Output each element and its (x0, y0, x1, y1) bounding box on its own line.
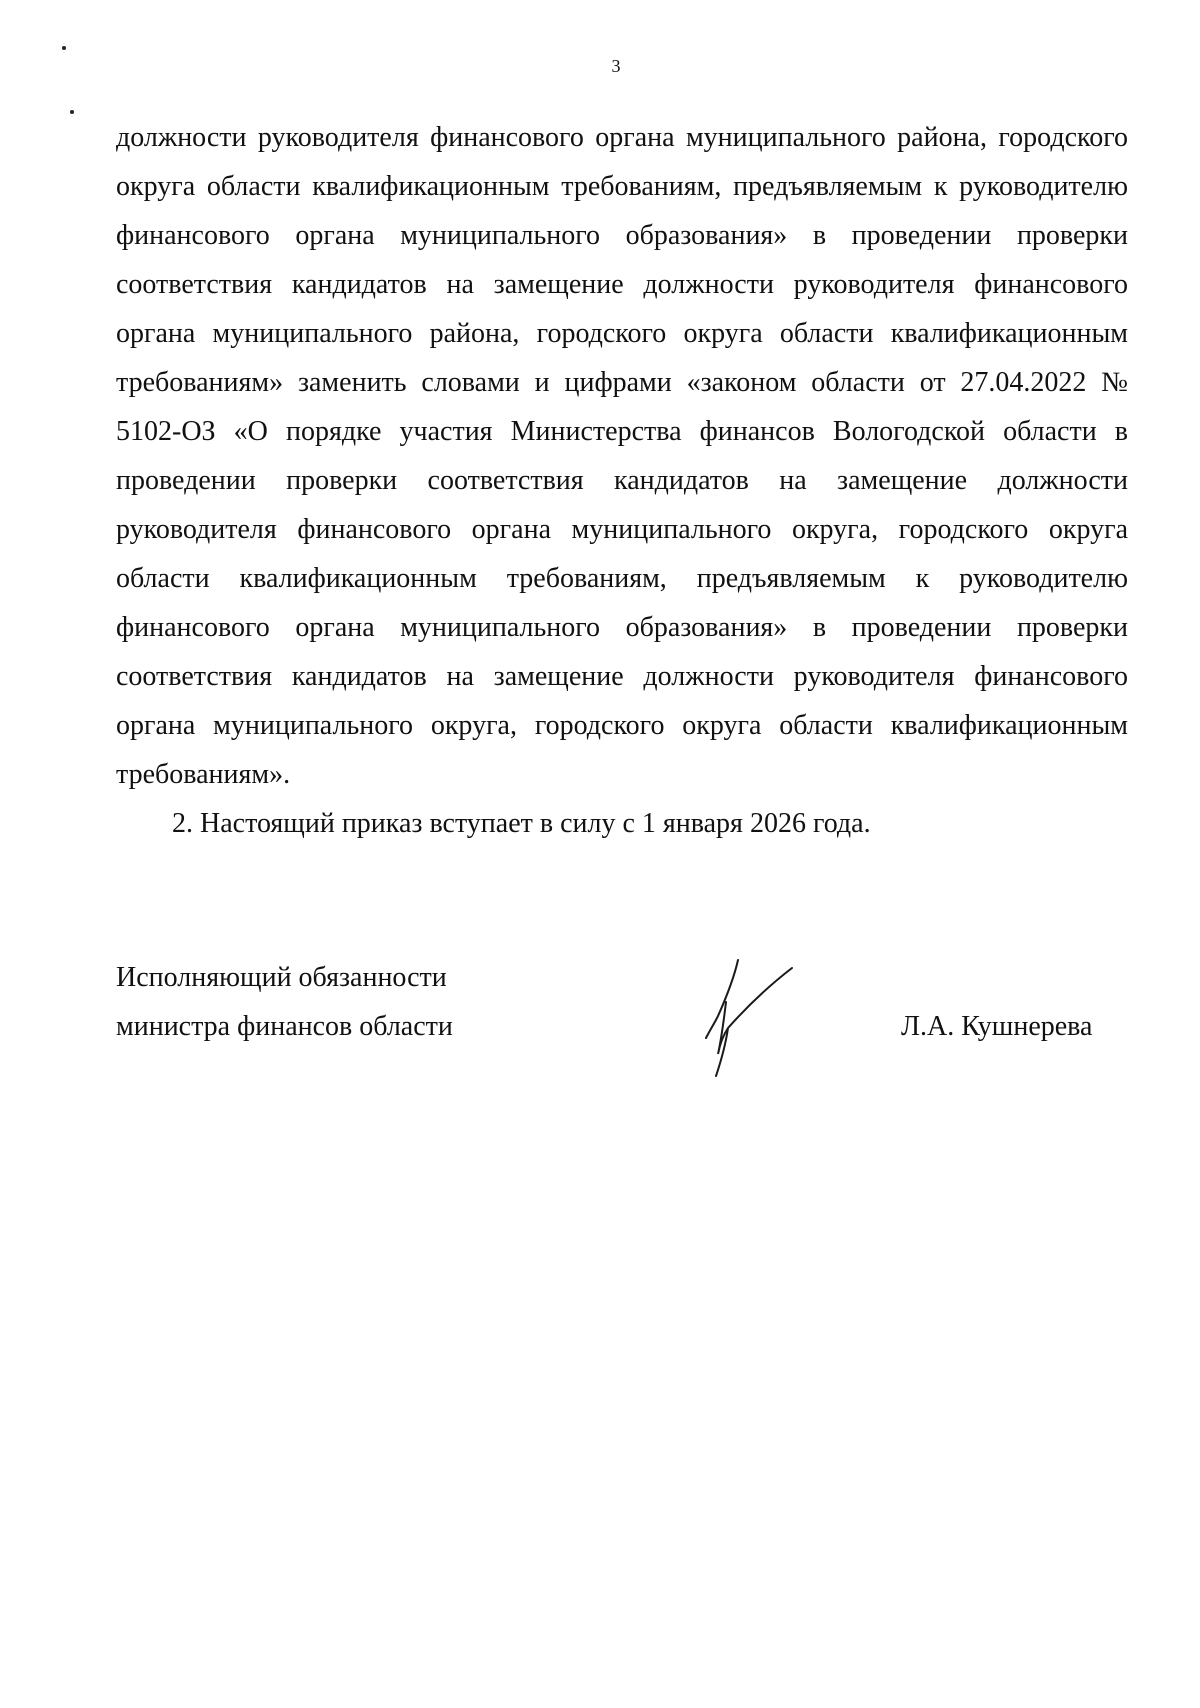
signatory-position (116, 953, 453, 1051)
signatory-name: Л.А. Кушнерева (901, 1011, 1093, 1042)
signatory-position-line-1: Исполняющий обязанности (116, 962, 447, 993)
handwritten-signature (696, 958, 806, 1078)
signatory-position-line-2: министра финансов области (116, 1011, 453, 1042)
document-body (116, 113, 1128, 848)
signature-block (116, 953, 1128, 1083)
scan-speck (70, 110, 74, 114)
scan-speck (62, 46, 66, 50)
page-number: 3 (611, 56, 621, 76)
paragraph-effective-date: 2. Настоящий приказ вступает в силу с 1 января 2026 года. (172, 808, 871, 839)
paragraph-continuation: должности руководителя финансового органа муниципального района, городского округа области квалификационным требованиям, предъявляемым к руководителю финансового органа муниципального образования» в проведении проверки соответствия кандидатов на замещение должности руководителя финансового органа муниципального района, городского округа области квалификационным требованиям» заменить словами и цифрами «законом области от 27.04.2022 № 5102-ОЗ «О порядке участия Министерства финансов Вологодской области в проведении проверки соответствия кандидатов на замещение должности руководителя финансового органа муниципального округа, городского округа области квалификационным требованиям, предъявляемым к руководителю финансового органа муниципального образования» в проведении проверки соответствия кандидатов на замещение должности руководителя финансового органа муниципального округа, городского округа области квалификационным требованиям». (116, 122, 1128, 790)
